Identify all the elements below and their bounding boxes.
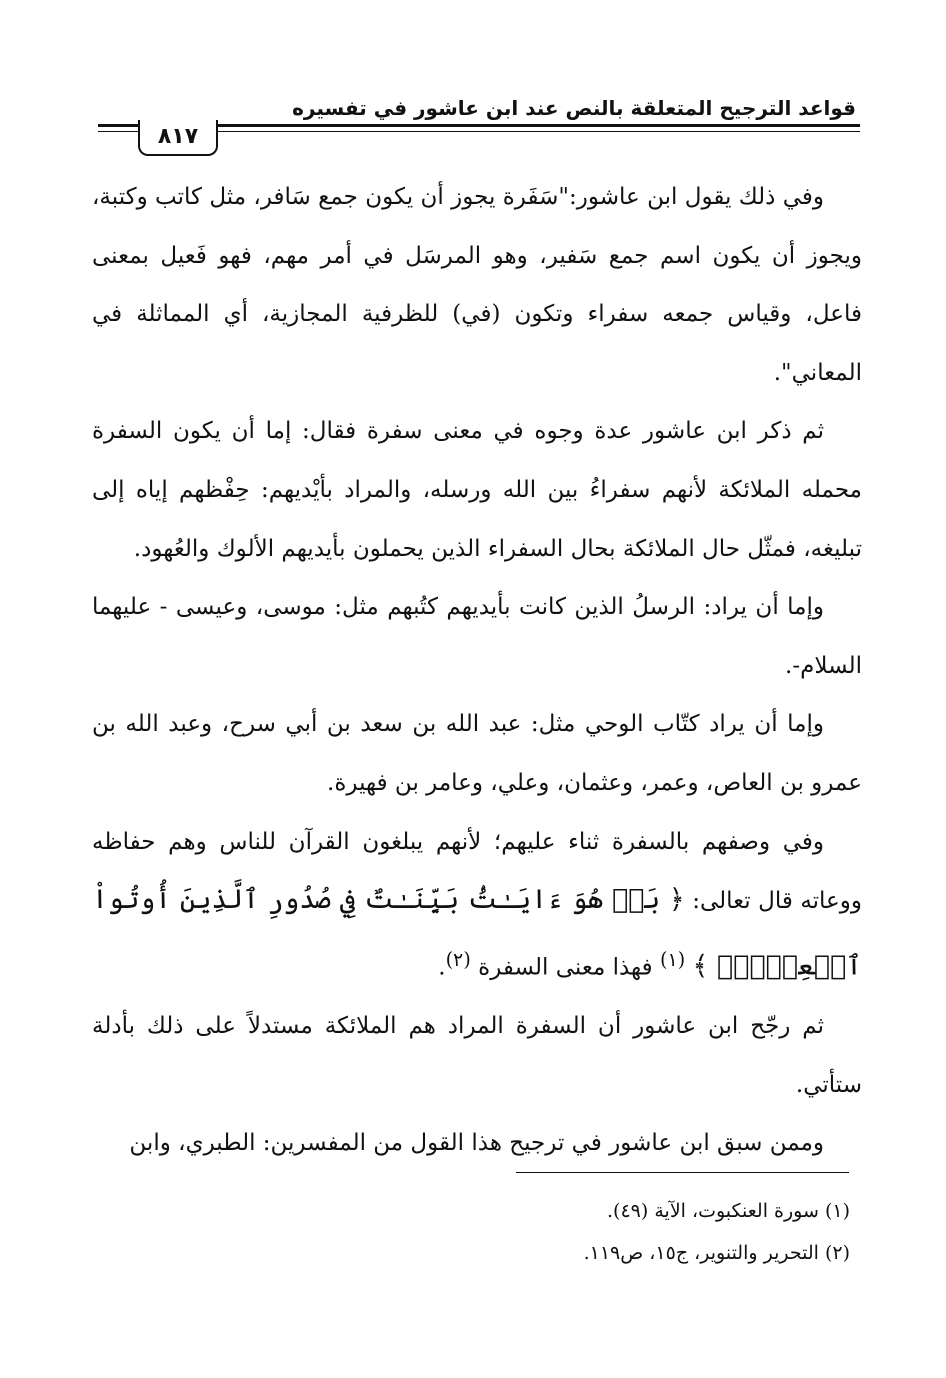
footnote-separator <box>516 1172 849 1173</box>
paragraph-1: وفي ذلك يقول ابن عاشور:"سَفَرة يجوز أن يكون جمع سَافر، مثل كاتب وكتبة، ويجوز أن يكون اسم جمع سَفير، وهو المرسَل في أمر مهم، فهو فَعيل بمعنى فاعل، وقياس جمعه سفراء وتكون (في) للظرفية المجازية، أي المماثلة في المعاني". <box>92 184 862 386</box>
footnote-1: (١) سورة العنكبوت، الآية (٤٩). <box>607 1200 850 1222</box>
footnote-ref-2: (٢) <box>445 947 471 971</box>
verse-lead-text: وفي وصفهم بالسفرة ثناء عليهم؛ لأنهم يبلغون القرآن للناس وهم حفاظه ووعاته قال تعالى: <box>92 828 862 915</box>
paragraph-3: وإما أن يراد: الرسلُ الذين كانت بأيديهم كتُبهم مثل: موسى، وعيسى - عليهما السلام-. <box>92 594 862 679</box>
footnotes <box>250 1190 850 1274</box>
quran-verse: ﴿ بَلۡ هُوَ ءَايَـٰتُۢ بَيِّنَـٰتٌ فِي صُدُورِ ٱلَّذِينَ أُوتُواْ ٱلۡعِلۡمَۚ ﴾ <box>92 884 862 982</box>
footnote-ref-1: (١) <box>659 947 686 971</box>
paragraph-2: ثم ذكر ابن عاشور عدة وجوه في معنى سفرة فقال: إما أن يكون السفرة محمله الملائكة لأنهم سفراءُ بين الله ورسله، والمراد بأيْديهم: حِفْظهم إياه إلى تبليغه، فمثّل حال الملائكة بحال السفراء الذين يحملون بأيديهم الألوك والعُهود. <box>92 418 862 562</box>
verse-tail-text: فهذا معنى السفرة <box>478 954 653 981</box>
verse-end-punctuation: . <box>438 954 446 981</box>
paragraph-6: ثم رجّح ابن عاشور أن السفرة المراد هم الملائكة مستدلاً على ذلك بأدلة ستأتي. <box>92 1012 862 1098</box>
paragraph-verse <box>92 813 862 997</box>
footnote-2: (٢) التحرير والتنوير، ج١٥، ص١١٩. <box>583 1242 850 1264</box>
body-text <box>92 168 862 1173</box>
paragraph-7: وممن سبق ابن عاشور في ترجيح هذا القول من المفسرين: الطبري، وابن <box>129 1130 824 1157</box>
running-header-title: قواعد الترجيح المتعلقة بالنص عند ابن عاشور في تفسيره <box>292 96 856 120</box>
paragraph-4: وإما أن يراد كتّاب الوحي مثل: عبد الله بن سعد بن أبي سرح، وعبد الله بن عمرو بن العاص، وعمر، وعثمان، وعلي، وعامر بن فهيرة. <box>92 711 862 796</box>
page-number: ٨١٧ <box>138 120 218 156</box>
